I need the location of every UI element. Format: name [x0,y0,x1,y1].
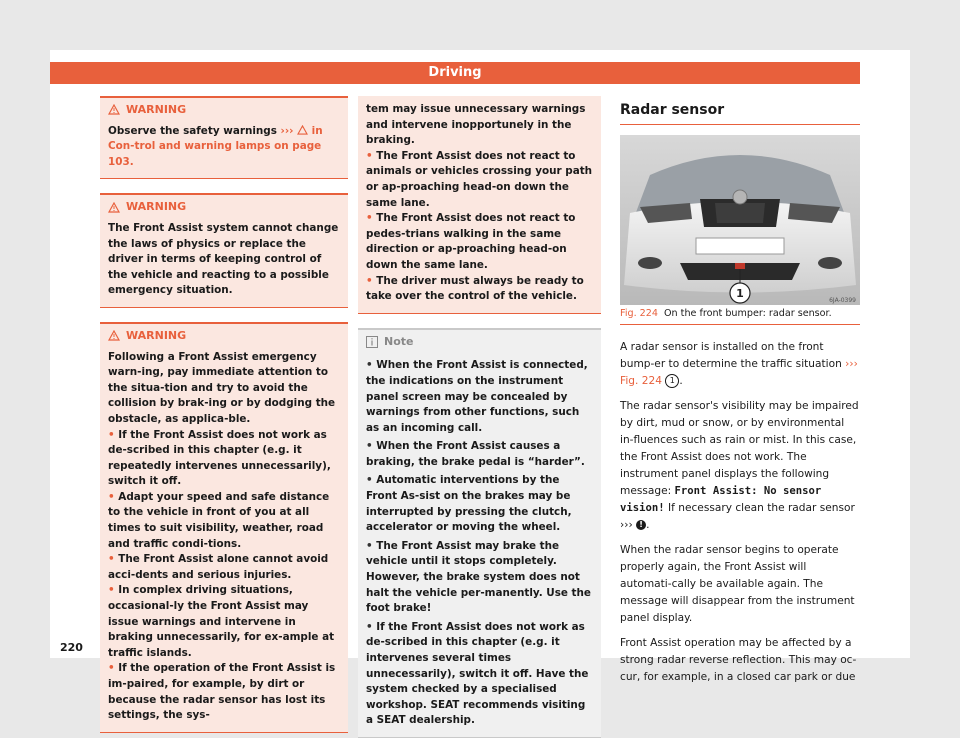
chapter-header: Driving [50,62,860,84]
column-1 [100,96,348,733]
bullet-item: • Automatic interventions by the Front As-sist on the brakes may be interrupted by pressing the clutch, accelerator or moving the wheel. [366,474,572,534]
bullet-item: • When the Front Assist causes a braking, the brake pedal is “harder”. [366,440,585,468]
cross-ref-arrows[interactable]: ››› [280,124,294,137]
warning-text: Following a Front Assist emergency warn-ing, pay immediate attention to the situa-tion and try to avoid the collision by brak-ing or by dodging the obstacle, as applica-ble. [108,350,336,425]
callout-marker: 1 [665,374,679,388]
cross-ref-link[interactable]: in Con-trol and warning lamps on page 103. [108,124,323,168]
bullet-item: • If the Front Assist does not work as de-scribed in this chapter (e.g. it repeatedly intervenes unnecessarily), switch it off. [108,428,331,488]
warning-triangle-icon [297,125,308,135]
bullet-item: • If the Front Assist does not work as de-scribed in this chapter (e.g. it intervenes several times unnecessarily), switch it off. Have the system checked by a specialised workshop. SEAT recommends visiting a SEAT dealership. [366,620,589,727]
warning-text: Observe the safety warnings [108,124,281,137]
warning-label: WARNING [126,103,187,116]
warning-text: tem may issue unnecessary warnings and intervene inopportunely in the braking. [366,103,586,147]
cross-ref-arrows[interactable]: ››› [620,519,633,531]
paragraph-1: A radar sensor is installed on the front bump-er to determine the traffic situation ››› Fig. 224 1 . [620,341,858,387]
figure-label: Fig. 224 [620,308,658,319]
figure-code: 6JA-0399 [829,297,856,304]
paragraph-4: Front Assist operation may be affected by a strong radar reverse reflection. This may oc-cur, for example, in a closed car park or due [620,637,857,683]
bullet-item: • When the Front Assist is connected, the indications on the instrument panel screen may be concealed by warnings from other functions, such as an incoming call. [366,359,588,434]
warning-label: WARNING [126,328,187,342]
section-title: Radar sensor [620,96,860,125]
warning-triangle-icon [108,330,120,341]
bullet-item: • Adapt your speed and safe distance to the vehicle in front of you at all times to suit visibility, weather, road and traffic condi-tions. [108,490,330,550]
bullet-item: • In complex driving situations, occasional-ly the Front Assist may issue warnings and intervene in braking unnecessarily, for ex-ample at traffic islands. [108,584,335,659]
warning-box-continued [358,96,601,314]
page-number: 220 [60,641,83,654]
info-icon [366,336,378,348]
warning-label: WARNING [126,200,187,214]
warning-box-3 [100,322,348,733]
bullet-item: • The Front Assist does not react to animals or vehicles crossing your path or ap-proaching head-on down the same lane. [366,149,593,209]
warning-box-2 [100,193,348,308]
paragraph-2: The radar sensor's visibility may be impaired by dirt, mud or snow, or by environmental in-fluences such as rain or mist. In this case, the Front Assist does not work. The instrument panel displays the following message: Front Assist: No sensor vision! If necessary clean the radar sensor ››› ! . [620,400,859,531]
warning-info-icon: ! [636,520,646,530]
figure-callout-1: 1 [736,287,744,300]
bullet-item: • If the operation of the Front Assist is im-paired, for example, by dirt or because the radar sensor has lost its settings, the sys- [108,662,336,722]
figure-reference-link[interactable]: ››› Fig. 224 [620,358,858,387]
column-2 [358,96,601,738]
figure-caption-text: On the front bumper: radar sensor. [664,308,832,319]
bullet-item: • The Front Assist may brake the vehicle until it stops completely. However, the brake system does not halt the vehicle per-manently. Use the foot brake! [366,539,591,615]
figure-caption [620,305,860,325]
note-label: Note [384,334,414,348]
bullet-item: • The driver must always be ready to take over the control of the vehicle. [366,274,584,303]
warning-triangle-icon [108,202,120,213]
display-message: Front Assist: No sensor vision! [620,485,822,514]
bullet-item: • The Front Assist does not react to pedes-trians walking in the same direction or ap-proaching head-on down the same lane. [366,212,576,271]
bullet-item: • The Front Assist alone cannot avoid acci-dents and serious injuries. [108,553,329,581]
warning-text: The Front Assist system cannot change the laws of physics or replace the driver in terms of keeping control of the vehicle and reacting to a possible emergency situation. [108,221,339,297]
car-front-illustration [620,135,860,305]
note-box [358,328,601,738]
warning-triangle-icon [108,104,120,115]
warning-box-1 [100,96,348,179]
column-3 [620,96,860,694]
figure-radar-sensor [620,135,860,305]
paragraph-3: When the radar sensor begins to operate properly again, the Front Assist will automati-cally be available again. The message will disappear from the instrument panel display. [620,544,855,624]
body-text [620,339,860,686]
